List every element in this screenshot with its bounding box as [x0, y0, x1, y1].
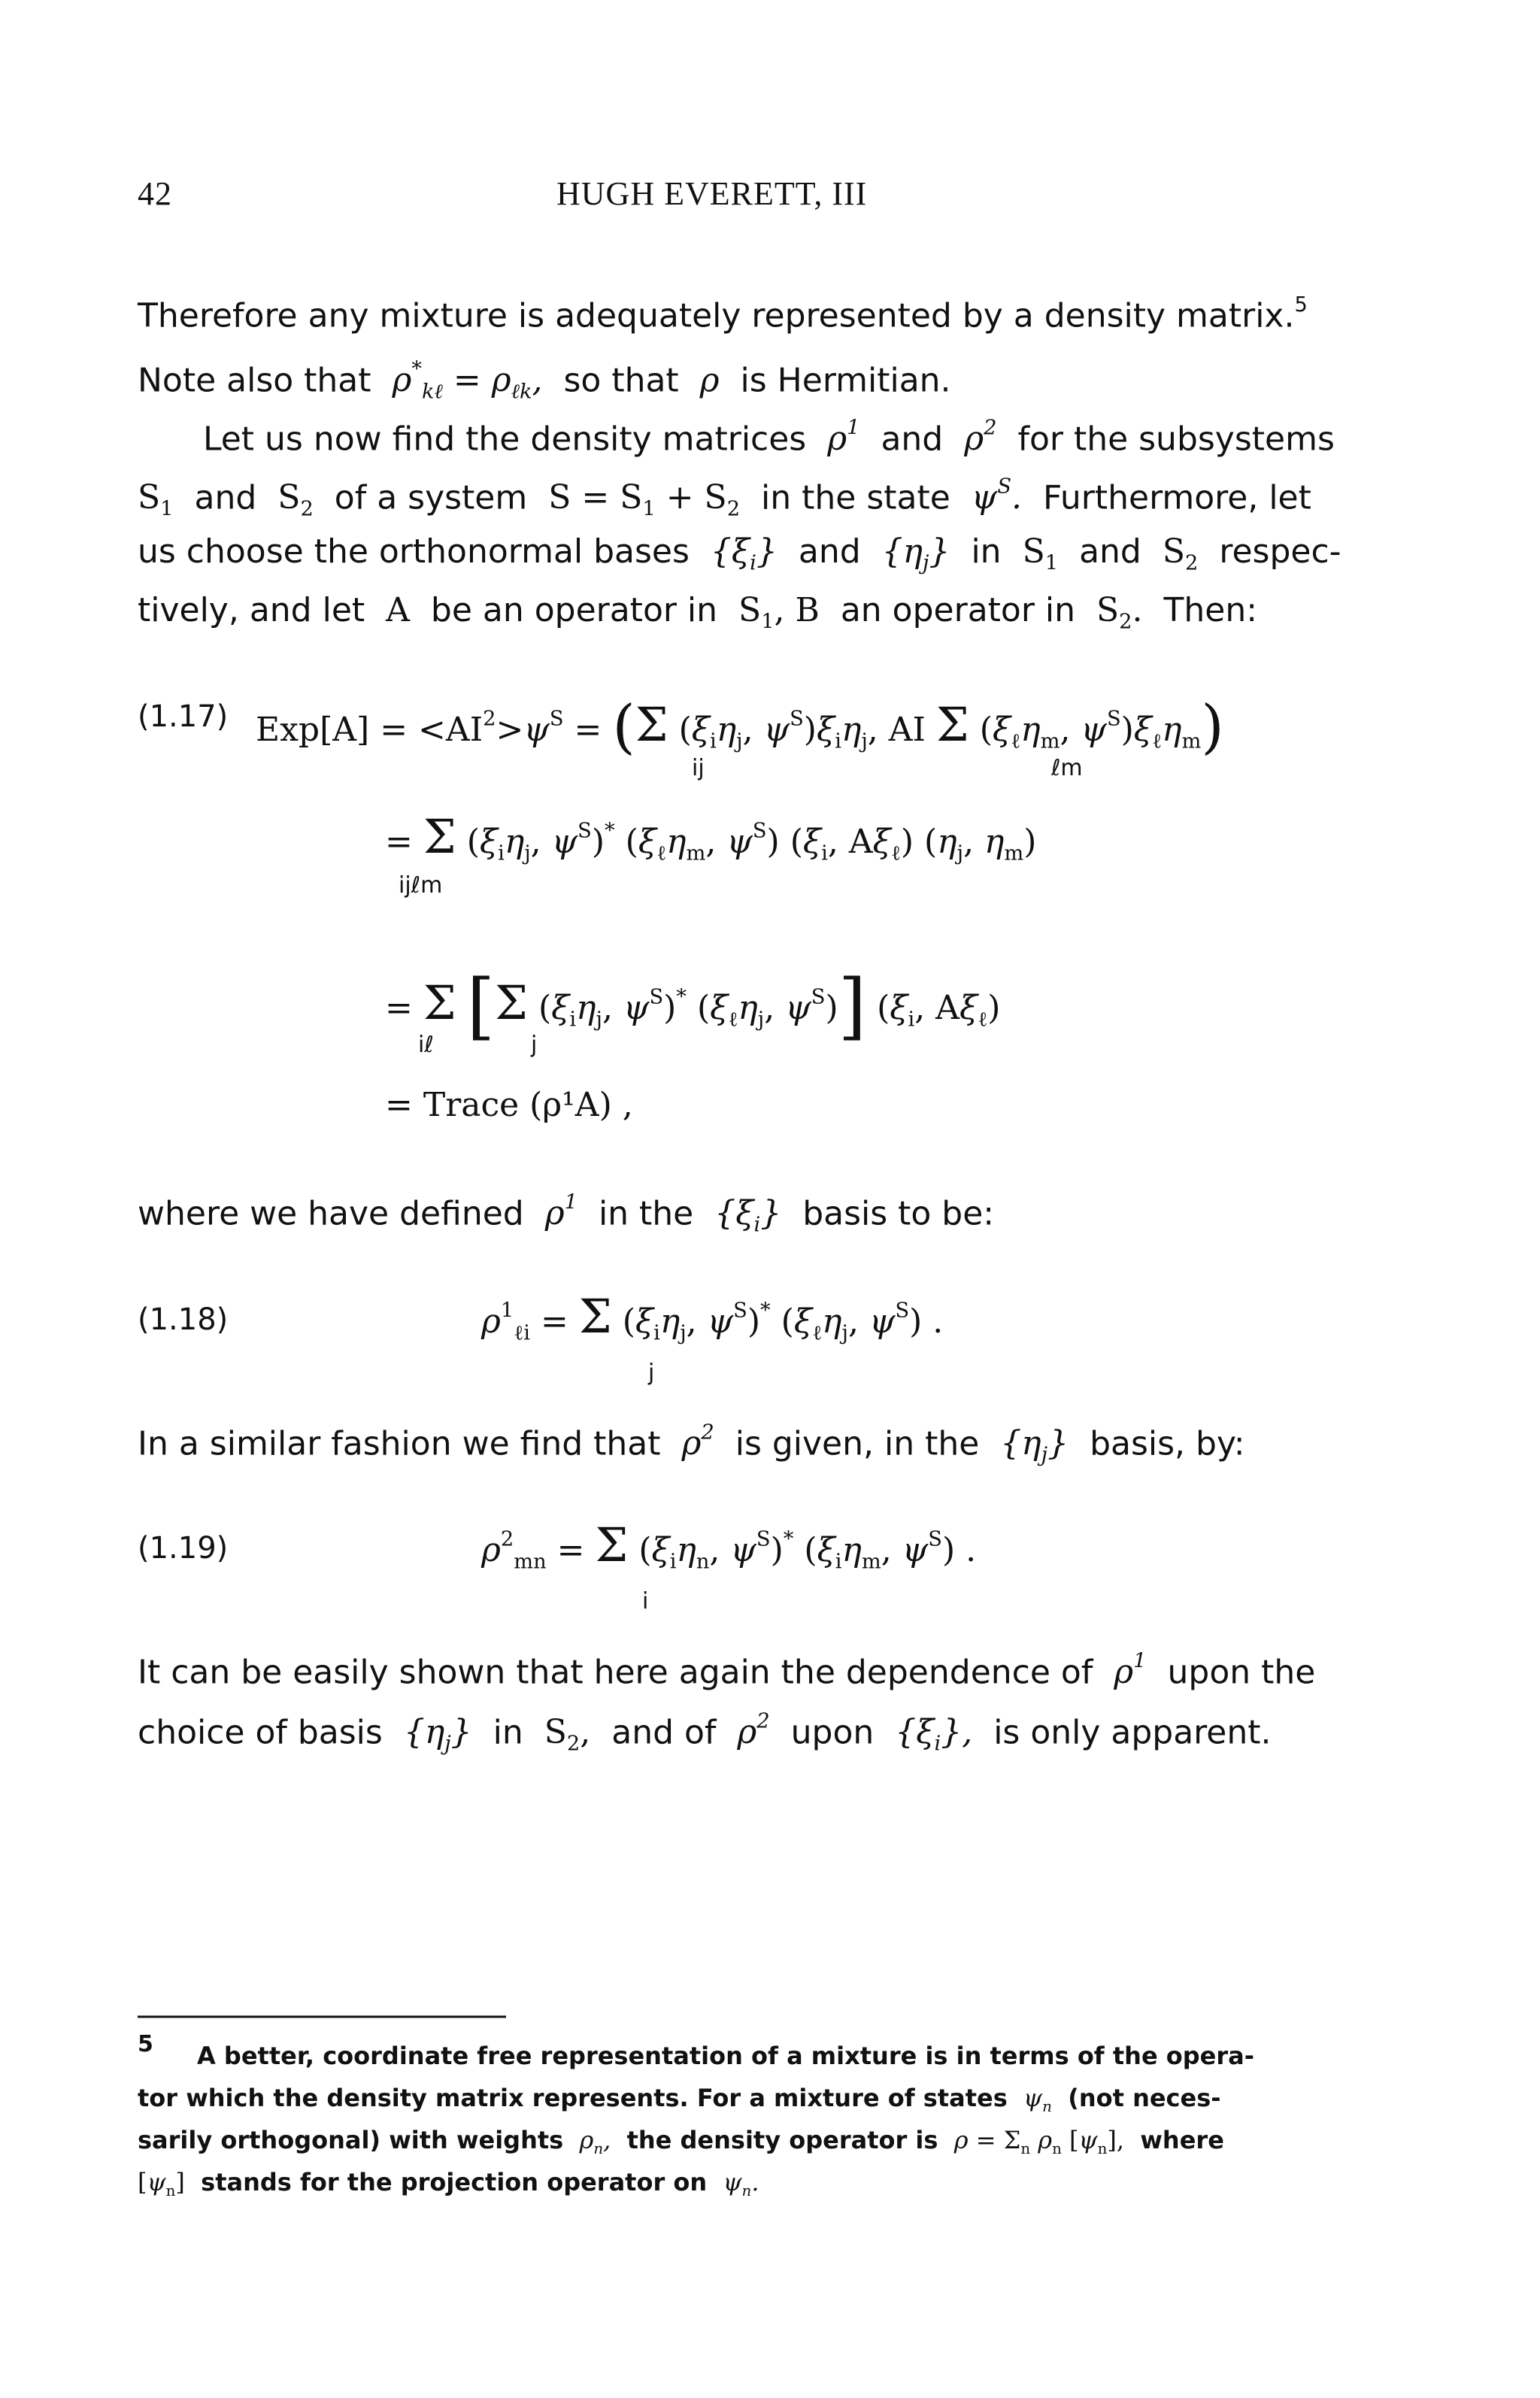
math-inline: $\{\eta_j\}$ [990, 1424, 1080, 1467]
math-inline: $\rho^*_{k\ell} = \rho_{\ell k}$, [381, 358, 553, 404]
math-inline: $S_2$, [533, 1713, 602, 1756]
math-inline: $\rho^2$ [671, 1421, 714, 1463]
text-span: and of [611, 1713, 717, 1752]
text-span: Then: [1163, 591, 1258, 629]
text-span: Furthermore, let [1042, 478, 1311, 517]
text-span: in [971, 532, 1002, 571]
equation-1-17-line4: = Trace (ρ¹A) , [385, 1086, 633, 1124]
text-span: tor which the density matrix represents. For a mixture of states [138, 2084, 1008, 2112]
paragraph-line [203, 417, 1335, 459]
paragraph-line [138, 477, 1311, 520]
equation-number: (1.17) [138, 699, 229, 734]
sum-index: ℓm [1051, 755, 1083, 781]
text-span: in the [598, 1194, 694, 1233]
paragraph-line [138, 359, 951, 402]
text-span: and [798, 532, 861, 571]
math-inline: $S_1$ [1011, 532, 1059, 575]
math-inline: $S_2$ [1151, 532, 1199, 575]
sum-index: ij [692, 755, 705, 781]
text-span: be an operator in [430, 591, 718, 629]
text-span: In a similar fashion we find that [138, 1424, 661, 1463]
math-inline: $\{\xi_i\}$ [699, 532, 788, 575]
sum-index: j [648, 1360, 655, 1386]
text-span: upon the [1167, 1653, 1316, 1692]
text-span: upon [790, 1713, 875, 1752]
equation-1-19: $\rho^2_{mn} = \Sigma$ ($\xi_i\eta_n$, $\psi^S)^*$ ($\xi_i\eta_m$, $\psi^S$) . [481, 1517, 977, 1574]
text-span: in the state [761, 478, 950, 517]
text-span: the density operator is [626, 2126, 938, 2154]
footnote-line [138, 2086, 1221, 2115]
math-inline: $\rho^1$ [1103, 1650, 1147, 1692]
text-span: basis, by: [1090, 1424, 1245, 1463]
running-title: HUGH EVERETT, III [556, 175, 868, 212]
text-span: and [1079, 532, 1141, 571]
math-inline: $S_1$ [138, 478, 174, 521]
text-span: where we have defined [138, 1194, 524, 1233]
text-span: Note also that [138, 361, 371, 400]
paragraph-line [138, 591, 1258, 634]
math-inline: $S_1$, B [728, 591, 830, 634]
text-span: of a system [334, 478, 528, 517]
paragraph-line [138, 1711, 1272, 1754]
equation-1-17-line3: = Σ [Σ ($\xi_i\eta_j$, $\psi^S)^*$ ($\xi_\ell\eta_j$, $\psi^S$)] ($\xi_i$, $A\xi_\ell$) [385, 964, 1001, 1048]
math-inline: $S = S_1 + S_2$ [538, 478, 741, 521]
math-inline: $\rho^2$ [726, 1710, 770, 1752]
footnote-line [138, 2170, 759, 2199]
text-span: for the subsystems [1017, 420, 1335, 459]
text-span: (not neces- [1068, 2084, 1221, 2112]
text-span: sarily orthogonal) with weights [138, 2126, 564, 2154]
math-inline: $\rho^2$ [953, 417, 997, 459]
math-inline: $\psi^S$. [960, 475, 1032, 517]
text-span: an operator in [840, 591, 1076, 629]
text-span: It can be easily shown that here again the dependence of [138, 1653, 1093, 1692]
math-inline: A [375, 591, 420, 629]
math-inline: $\{\eta_j\}$ [871, 532, 961, 575]
text-span: is only apparent. [993, 1713, 1272, 1752]
page-number: 42 [138, 175, 172, 212]
paragraph-line [138, 1650, 1316, 1692]
paragraph-line [138, 293, 1308, 335]
text-span: basis to be: [802, 1194, 995, 1233]
sum-index: ijℓm [399, 872, 443, 899]
equation-number: (1.19) [138, 1531, 229, 1566]
paragraph-line [138, 532, 1341, 575]
math-inline: ρ [689, 361, 730, 400]
footnote-rule [138, 2015, 506, 2018]
text-span: Let us now find the density matrices [203, 420, 807, 459]
text-span: in [493, 1713, 523, 1752]
math-inline: $\rho = \Sigma_n$ $\rho_n$ $[\psi_n]$, [953, 2126, 1132, 2157]
equation-1-17-line2: = Σ ($\xi_i\eta_j$, $\psi^S)^*$ ($\xi_\ell\eta_m$, $\psi^S$) ($\xi_i$, $A\xi_\ell$) ($\eta_j$, $\eta_m$) [385, 809, 1037, 866]
text-span: tively, and let [138, 591, 365, 629]
math-inline: $S_2$. [1086, 591, 1153, 634]
paragraph-line [138, 1193, 994, 1235]
equation-1-18: $\rho^1_{\ell i} = \Sigma$ ($\xi_i\eta_j$, $\psi^S)^*$ ($\xi_\ell\eta_j$, $\psi^S$) . [481, 1289, 944, 1345]
text-span: Therefore any mixture is adequately represented by a density matrix. [138, 296, 1295, 335]
text-span: us choose the orthonormal bases [138, 532, 690, 571]
math-inline: $S_2$ [267, 478, 314, 521]
equation-number: (1.18) [138, 1302, 229, 1337]
sum-index: iℓ [418, 1032, 434, 1058]
footnote-line: A better, coordinate free representation of a mixture is in terms of the opera- [197, 2042, 1255, 2070]
math-inline: $\{\eta_j\}$ [393, 1713, 483, 1756]
sum-index: j [531, 1032, 538, 1058]
footnote-mark: 5 [138, 2031, 153, 2057]
text-span: is given, in the [735, 1424, 980, 1463]
text-span: where [1140, 2126, 1224, 2154]
math-inline: $\psi_n$ [1015, 2084, 1052, 2115]
paragraph-line [138, 1423, 1245, 1466]
text-span: and [881, 420, 944, 459]
equation-1-17-line1: $Exp[A] = <AI^2>\psi^S = (\Sigma$ ($\xi_i\eta_j$, $\psi^S)\xi_i\eta_j$, AI Σ ($\xi_\ell\eta_m$, $\psi^S)\xi_\ell\eta_m$) [256, 693, 1224, 761]
math-inline: $\{\xi_i\}$, [884, 1713, 984, 1756]
math-inline: $\rho_n$, [571, 2126, 619, 2157]
text-span: stands for the projection operator on [201, 2168, 708, 2196]
math-inline: $\rho^1$ [534, 1191, 578, 1233]
footnote-mark: 5 [1294, 293, 1308, 317]
text-span: choice of basis [138, 1713, 383, 1752]
math-inline: $\psi_n$. [715, 2168, 759, 2199]
math-inline: $\{\xi_i\}$ [704, 1194, 793, 1237]
footnote-line [138, 2128, 1224, 2157]
sum-index: i [642, 1588, 649, 1614]
math-inline: $\rho^1$ [817, 417, 860, 459]
math-inline: $[\psi_n]$ [138, 2168, 193, 2199]
text-span: respec- [1219, 532, 1341, 571]
text-span: so that [563, 361, 679, 400]
text-span: and [194, 478, 257, 517]
text-span: is Hermitian. [740, 361, 951, 400]
